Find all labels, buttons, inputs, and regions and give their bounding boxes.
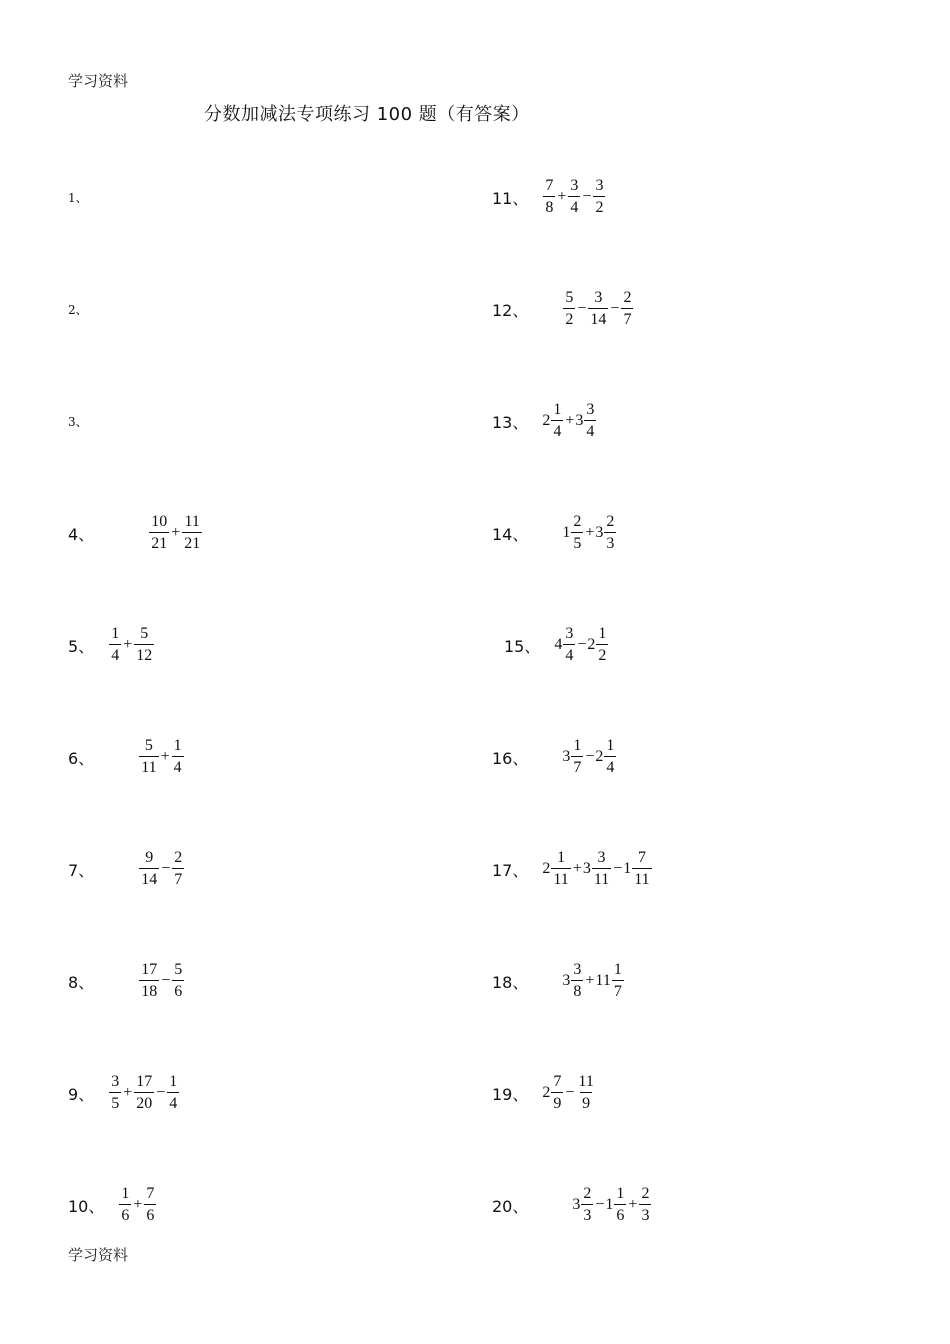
fraction-denominator: 2 bbox=[596, 644, 608, 664]
fraction-denominator: 4 bbox=[604, 756, 616, 776]
fraction bbox=[571, 514, 583, 552]
fraction bbox=[614, 1186, 626, 1224]
problem-number: 19、 bbox=[492, 1084, 529, 1104]
whole-number: 2 bbox=[587, 636, 596, 653]
fraction-denominator: 4 bbox=[563, 644, 575, 664]
fraction-denominator: 18 bbox=[139, 980, 159, 1000]
fraction-denominator: 11 bbox=[592, 868, 611, 888]
fraction-numerator: 11 bbox=[578, 1073, 594, 1090]
problem-expression bbox=[554, 626, 609, 664]
fraction bbox=[551, 850, 570, 888]
fraction-numerator: 1 bbox=[173, 737, 182, 754]
fraction-denominator: 6 bbox=[144, 1204, 156, 1224]
fraction-numerator: 7 bbox=[637, 849, 646, 866]
fraction-denominator: 20 bbox=[134, 1092, 154, 1112]
operator-symbol: + bbox=[572, 860, 582, 877]
fraction-numerator: 11 bbox=[184, 513, 200, 530]
operator-symbol: + bbox=[585, 972, 595, 989]
problem-number: 5、 bbox=[68, 636, 95, 656]
problem-expression bbox=[138, 962, 185, 1000]
problem-expression bbox=[138, 850, 185, 888]
fraction bbox=[604, 738, 616, 776]
fraction bbox=[543, 178, 555, 216]
fraction-numerator: 2 bbox=[606, 513, 615, 530]
fraction bbox=[139, 850, 159, 888]
fraction-numerator: 1 bbox=[573, 737, 582, 754]
fraction-denominator: 11 bbox=[139, 756, 158, 776]
problem-expression bbox=[542, 178, 606, 216]
problem-expression bbox=[562, 290, 634, 328]
problem-expression bbox=[118, 1186, 157, 1224]
problem-item bbox=[68, 1068, 180, 1118]
fraction-numerator: 7 bbox=[553, 1073, 562, 1090]
fraction-denominator: 2 bbox=[593, 196, 605, 216]
problem-expression bbox=[542, 402, 597, 440]
fraction bbox=[139, 738, 158, 776]
whole-number: 2 bbox=[542, 860, 551, 877]
operator-symbol: + bbox=[160, 748, 170, 765]
problem-expression bbox=[542, 850, 652, 888]
problem-item bbox=[68, 732, 185, 782]
fraction-numerator: 1 bbox=[606, 737, 615, 754]
fraction-numerator: 17 bbox=[141, 961, 158, 978]
fraction-denominator: 14 bbox=[139, 868, 159, 888]
fraction-numerator: 5 bbox=[144, 737, 153, 754]
problem-number: 7、 bbox=[68, 860, 95, 880]
problem-item bbox=[492, 172, 606, 222]
fraction-numerator: 3 bbox=[594, 289, 603, 306]
fraction bbox=[563, 626, 575, 664]
whole-number: 3 bbox=[562, 748, 571, 765]
problem-item bbox=[492, 956, 625, 1006]
fraction bbox=[119, 1186, 131, 1224]
fraction-denominator: 14 bbox=[588, 308, 608, 328]
problem-number: 10、 bbox=[68, 1196, 105, 1216]
fraction-numerator: 3 bbox=[597, 849, 606, 866]
problem-number: 3、 bbox=[68, 414, 88, 429]
whole-number: 2 bbox=[542, 1084, 551, 1101]
problem-number: 4、 bbox=[68, 524, 95, 544]
fraction bbox=[588, 290, 608, 328]
operator-symbol: + bbox=[557, 188, 567, 205]
fraction-numerator: 2 bbox=[623, 289, 632, 306]
fraction-denominator: 12 bbox=[134, 644, 154, 664]
fraction-numerator: 10 bbox=[151, 513, 168, 530]
fraction-numerator: 1 bbox=[111, 625, 120, 642]
problem-number: 6、 bbox=[68, 748, 95, 768]
fraction bbox=[621, 290, 633, 328]
operator-symbol: + bbox=[628, 1196, 638, 1213]
fraction-numerator: 3 bbox=[586, 401, 595, 418]
problem-item bbox=[492, 284, 634, 334]
problem-item bbox=[68, 396, 88, 446]
fraction-denominator: 6 bbox=[119, 1204, 131, 1224]
fraction-numerator: 2 bbox=[573, 513, 582, 530]
fraction-numerator: 3 bbox=[565, 625, 574, 642]
fraction bbox=[563, 290, 575, 328]
whole-number: 2 bbox=[595, 748, 604, 765]
fraction-denominator: 6 bbox=[614, 1204, 626, 1224]
fraction bbox=[592, 850, 611, 888]
whole-number: 11 bbox=[595, 972, 611, 989]
fraction-denominator: 6 bbox=[172, 980, 184, 1000]
fraction-denominator: 7 bbox=[172, 868, 184, 888]
fraction bbox=[134, 626, 154, 664]
fraction bbox=[639, 1186, 651, 1224]
problem-item bbox=[68, 172, 88, 222]
fraction bbox=[596, 626, 608, 664]
problem-number: 2、 bbox=[68, 302, 88, 317]
fraction bbox=[571, 962, 583, 1000]
problem-item bbox=[492, 508, 617, 558]
fraction bbox=[551, 1074, 563, 1112]
fraction-denominator: 3 bbox=[604, 532, 616, 552]
problem-item bbox=[492, 1068, 597, 1118]
fraction-denominator: 4 bbox=[172, 756, 184, 776]
fraction-numerator: 1 bbox=[616, 1185, 625, 1202]
problem-expression bbox=[148, 514, 203, 552]
fraction-denominator: 5 bbox=[109, 1092, 121, 1112]
problem-item bbox=[68, 956, 185, 1006]
fraction-numerator: 5 bbox=[174, 961, 183, 978]
problem-expression bbox=[138, 738, 184, 776]
fraction-denominator: 11 bbox=[632, 868, 651, 888]
problem-number: 9、 bbox=[68, 1084, 95, 1104]
fraction bbox=[576, 1074, 595, 1112]
operator-symbol: − bbox=[577, 300, 587, 317]
fraction-denominator: 7 bbox=[621, 308, 633, 328]
fraction-denominator: 8 bbox=[571, 980, 583, 1000]
problem-item bbox=[68, 620, 155, 670]
problem-expression bbox=[562, 514, 617, 552]
fraction-denominator: 4 bbox=[551, 420, 563, 440]
operator-symbol: + bbox=[123, 636, 133, 653]
fraction bbox=[568, 178, 580, 216]
problem-number: 20、 bbox=[492, 1196, 529, 1216]
fraction bbox=[144, 1186, 156, 1224]
problem-item bbox=[68, 508, 203, 558]
whole-number: 2 bbox=[542, 412, 551, 429]
operator-symbol: − bbox=[577, 636, 587, 653]
fraction bbox=[149, 514, 169, 552]
operator-symbol: + bbox=[171, 524, 181, 541]
fraction-denominator: 4 bbox=[109, 644, 121, 664]
problem-number: 13、 bbox=[492, 412, 529, 432]
problem-item bbox=[492, 396, 597, 446]
fraction bbox=[604, 514, 616, 552]
fraction bbox=[134, 1074, 154, 1112]
fraction-denominator: 3 bbox=[581, 1204, 593, 1224]
fraction-denominator: 4 bbox=[167, 1092, 179, 1112]
fraction bbox=[584, 402, 596, 440]
fraction-numerator: 1 bbox=[598, 625, 607, 642]
fraction-denominator: 9 bbox=[580, 1092, 592, 1112]
fraction bbox=[172, 738, 184, 776]
problem-item bbox=[492, 1180, 652, 1230]
fraction bbox=[172, 850, 184, 888]
fraction bbox=[139, 962, 159, 1000]
fraction-numerator: 3 bbox=[573, 961, 582, 978]
fraction-numerator: 7 bbox=[545, 177, 554, 194]
whole-number: 3 bbox=[562, 972, 571, 989]
problem-expression bbox=[572, 1186, 652, 1224]
whole-number: 3 bbox=[595, 524, 604, 541]
fraction-numerator: 5 bbox=[565, 289, 574, 306]
fraction bbox=[109, 626, 121, 664]
fraction bbox=[182, 514, 202, 552]
problem-number: 15、 bbox=[504, 636, 541, 656]
fraction bbox=[109, 1074, 121, 1112]
problem-item bbox=[492, 844, 653, 894]
operator-symbol: − bbox=[161, 972, 171, 989]
fraction-numerator: 9 bbox=[145, 849, 154, 866]
problem-item bbox=[68, 1180, 157, 1230]
fraction bbox=[551, 402, 563, 440]
fraction-denominator: 3 bbox=[639, 1204, 651, 1224]
page-footer-label: 学习资料 bbox=[68, 1246, 129, 1264]
operator-symbol: − bbox=[582, 188, 592, 205]
operator-symbol: − bbox=[161, 860, 171, 877]
problem-expression bbox=[108, 626, 155, 664]
fraction-numerator: 5 bbox=[140, 625, 149, 642]
fraction bbox=[632, 850, 651, 888]
problem-number: 12、 bbox=[492, 300, 529, 320]
fraction-numerator: 1 bbox=[169, 1073, 178, 1090]
fraction-denominator: 8 bbox=[543, 196, 555, 216]
fraction-denominator: 7 bbox=[612, 980, 624, 1000]
whole-number: 3 bbox=[572, 1196, 581, 1213]
fraction-numerator: 1 bbox=[557, 849, 566, 866]
page-header-label: 学习资料 bbox=[68, 72, 129, 90]
fraction bbox=[172, 962, 184, 1000]
problem-expression bbox=[108, 1074, 180, 1112]
problem-item bbox=[68, 284, 88, 334]
whole-number: 3 bbox=[575, 412, 584, 429]
fraction-denominator: 9 bbox=[551, 1092, 563, 1112]
problem-number: 16、 bbox=[492, 748, 529, 768]
problem-number: 1、 bbox=[68, 190, 88, 205]
problem-expression bbox=[562, 962, 624, 1000]
fraction-numerator: 3 bbox=[111, 1073, 120, 1090]
whole-number: 4 bbox=[554, 636, 563, 653]
fraction-numerator: 17 bbox=[136, 1073, 153, 1090]
fraction-numerator: 3 bbox=[570, 177, 579, 194]
fraction bbox=[593, 178, 605, 216]
fraction-numerator: 2 bbox=[174, 849, 183, 866]
fraction bbox=[167, 1074, 179, 1112]
problem-expression bbox=[542, 1074, 596, 1112]
operator-symbol: − bbox=[156, 1084, 166, 1101]
operator-symbol: − bbox=[565, 1084, 575, 1101]
fraction-numerator: 2 bbox=[641, 1185, 650, 1202]
fraction-denominator: 21 bbox=[182, 532, 202, 552]
problem-number: 11、 bbox=[492, 188, 529, 208]
fraction bbox=[571, 738, 583, 776]
problem-expression bbox=[562, 738, 617, 776]
fraction-denominator: 5 bbox=[571, 532, 583, 552]
fraction-numerator: 2 bbox=[583, 1185, 592, 1202]
whole-number: 3 bbox=[582, 860, 591, 877]
operator-symbol: − bbox=[613, 860, 623, 877]
problem-number: 8、 bbox=[68, 972, 95, 992]
operator-symbol: − bbox=[610, 300, 620, 317]
whole-number: 1 bbox=[623, 860, 632, 877]
problem-item bbox=[504, 620, 609, 670]
whole-number: 1 bbox=[562, 524, 571, 541]
problem-number: 14、 bbox=[492, 524, 529, 544]
problem-number: 17、 bbox=[492, 860, 529, 880]
fraction-denominator: 11 bbox=[551, 868, 570, 888]
fraction-numerator: 7 bbox=[146, 1185, 155, 1202]
problem-number: 18、 bbox=[492, 972, 529, 992]
operator-symbol: + bbox=[585, 524, 595, 541]
fraction bbox=[612, 962, 624, 1000]
fraction-denominator: 21 bbox=[149, 532, 169, 552]
page-title: 分数加减法专项练习 100 题（有答案） bbox=[204, 104, 530, 125]
fraction bbox=[581, 1186, 593, 1224]
operator-symbol: + bbox=[123, 1084, 133, 1101]
fraction-numerator: 1 bbox=[553, 401, 562, 418]
fraction-numerator: 1 bbox=[121, 1185, 130, 1202]
fraction-denominator: 4 bbox=[584, 420, 596, 440]
whole-number: 1 bbox=[605, 1196, 614, 1213]
operator-symbol: − bbox=[595, 1196, 605, 1213]
fraction-numerator: 1 bbox=[613, 961, 622, 978]
operator-symbol: + bbox=[133, 1196, 143, 1213]
operator-symbol: + bbox=[565, 412, 575, 429]
problem-item bbox=[492, 732, 617, 782]
fraction-denominator: 4 bbox=[568, 196, 580, 216]
problem-item bbox=[68, 844, 185, 894]
operator-symbol: − bbox=[585, 748, 595, 765]
fraction-denominator: 7 bbox=[571, 756, 583, 776]
fraction-denominator: 2 bbox=[563, 308, 575, 328]
fraction-numerator: 3 bbox=[595, 177, 604, 194]
